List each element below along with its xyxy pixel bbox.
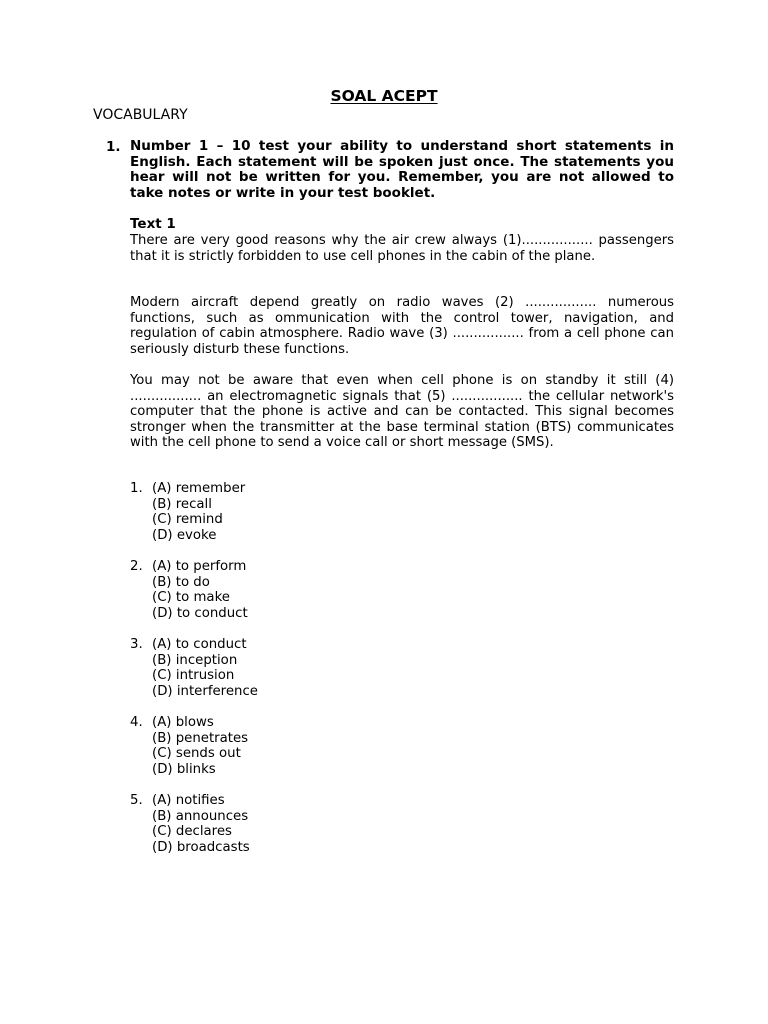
option-b: (B) to do (152, 574, 210, 590)
instruction-text: Number 1 – 10 test your ability to understand short statements in English. Each statement will be spoken just once. The statements you hear will not be written for you. Remember, you are not allowed to take notes or write in your test booklet. (130, 138, 674, 202)
option-b: (B) inception (152, 652, 238, 668)
section-heading: VOCABULARY (93, 107, 188, 123)
option-list (152, 793, 250, 855)
option-list (152, 715, 248, 777)
question-number: 4. (130, 715, 143, 730)
option-c: (C) declares (152, 824, 232, 840)
option-b: (B) recall (152, 496, 212, 512)
option-a: (A) remember (152, 481, 246, 496)
question-number: 1. (130, 481, 143, 496)
option-a: (A) notifies (152, 793, 225, 808)
option-c: (C) remind (152, 512, 223, 528)
option-c: (C) to make (152, 590, 230, 606)
text-heading: Text 1 (130, 216, 176, 232)
option-d: (D) broadcasts (152, 839, 250, 855)
page-title: SOAL ACEPT (330, 87, 438, 105)
option-d: (D) interference (152, 683, 258, 699)
option-d: (D) evoke (152, 527, 217, 543)
passage-paragraph-1: There are very good reasons why the air crew always (1)................. passengers that it is strictly forbidden to use cell phones in the cabin of the plane. (130, 233, 674, 264)
option-d: (D) to conduct (152, 605, 248, 621)
option-list (152, 481, 245, 543)
option-a: (A) to conduct (152, 637, 247, 652)
option-a: (A) to perform (152, 559, 247, 574)
option-d: (D) blinks (152, 761, 216, 777)
option-c: (C) intrusion (152, 668, 235, 684)
option-b: (B) penetrates (152, 730, 249, 746)
instruction-number: 1. (106, 139, 121, 155)
option-list (152, 637, 258, 699)
option-a: (A) blows (152, 715, 214, 730)
question-number: 3. (130, 637, 143, 652)
passage-paragraph-2: Modern aircraft depend greatly on radio waves (2) ................. numerous functions, such as ommunication with the control tower, navigation, and regulation of cabin atmosphere. Radio wave (3) ................. from a cell phone can seriously disturb these functions. (130, 295, 674, 357)
option-c: (C) sends out (152, 746, 241, 762)
passage-paragraph-3: You may not be aware that even when cell phone is on standby it still (4) ................. an electromagnetic signals that (5) ................. the cellular network's computer that the phone is active and can be contacted. This signal becomes stronger when the transmitter at the base terminal station (BTS) communicates with the cell phone to send a voice call or short message (SMS). (130, 373, 674, 451)
question-number: 5. (130, 793, 143, 808)
question-number: 2. (130, 559, 143, 574)
option-b: (B) announces (152, 808, 249, 824)
option-list (152, 559, 248, 621)
